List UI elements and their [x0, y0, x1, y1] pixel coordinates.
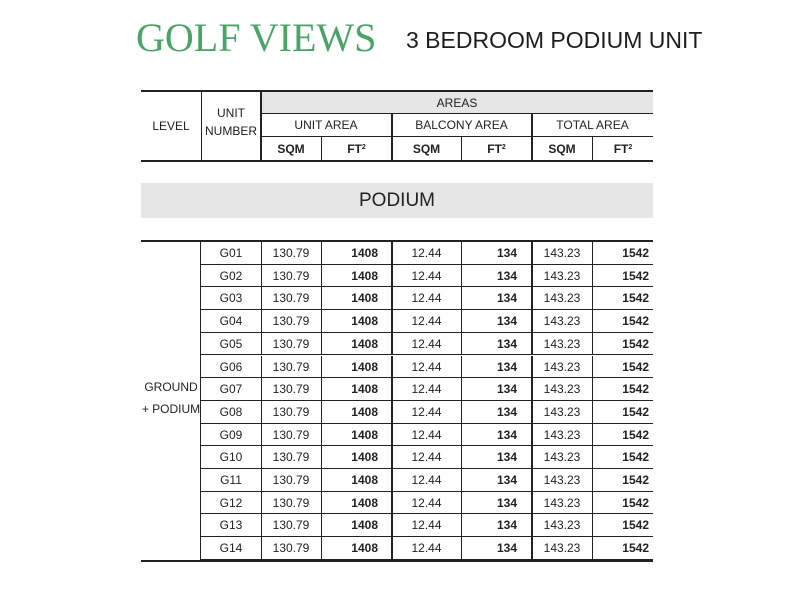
- table-row: [201, 356, 653, 379]
- table-row: [201, 310, 653, 333]
- table-row: [201, 446, 653, 469]
- unit-sqm-cell: 130.79: [272, 541, 310, 556]
- balcony-sqm-cell: 12.44: [411, 291, 442, 306]
- unit-number-cell: G05: [219, 336, 243, 351]
- total-ft-cell: 1542: [622, 473, 649, 487]
- total-ft-cell: 1542: [622, 268, 649, 283]
- balcony-sqm-cell: 12.44: [411, 336, 442, 351]
- level-header: LEVEL: [152, 119, 190, 133]
- balcony-ft-cell: 134: [496, 473, 517, 487]
- table-row: [201, 514, 653, 537]
- balcony-sqm-cell: 12.44: [411, 450, 442, 465]
- total-sqm-cell: 143.23: [543, 246, 581, 260]
- total-sqm-cell: 143.23: [543, 404, 581, 419]
- unit-sqm-cell: 130.79: [272, 291, 310, 306]
- unit-sqm-cell: 130.79: [272, 314, 310, 329]
- total-ft-cell: 1542: [622, 541, 649, 556]
- table-row: [201, 265, 653, 288]
- unit-ft-cell: 1408: [351, 336, 378, 351]
- table-row: [201, 469, 653, 492]
- unit-ft-header: FT $^2$: [347, 141, 366, 156]
- balcony-ft-cell: 134: [496, 404, 517, 419]
- unit-ft-cell: 1408: [351, 427, 378, 442]
- unit-sqm-cell: 130.79: [272, 473, 310, 487]
- unit-number-cell: G06: [219, 359, 243, 374]
- unit-ft-cell: 1408: [351, 473, 378, 487]
- unit-area-header: UNIT AREA: [294, 118, 358, 132]
- unit-sqm-cell: 130.79: [272, 495, 310, 510]
- unit-number-cell: G03: [219, 291, 243, 306]
- balcony-ft-cell: 134: [496, 246, 517, 260]
- unit-ft-cell: 1408: [351, 518, 378, 533]
- total-ft-cell: 1542: [622, 314, 649, 329]
- unit-sqm-cell: 130.79: [272, 518, 310, 533]
- unit-ft-cell: 1408: [351, 382, 378, 397]
- total-ft-cell: 1542: [622, 291, 649, 306]
- total-sqm-cell: 143.23: [543, 495, 581, 510]
- table-row: [201, 378, 653, 401]
- unit-sqm-cell: 130.79: [272, 427, 310, 442]
- unit-ft-cell: 1408: [351, 495, 378, 510]
- total-sqm-header: SQM: [548, 141, 576, 156]
- document-title: 3 BEDROOM PODIUM UNIT: [406, 27, 703, 53]
- balcony-sqm-cell: 12.44: [411, 473, 442, 487]
- unit-number-cell: G04: [219, 314, 243, 329]
- total-ft-cell: 1542: [622, 450, 649, 465]
- total-ft-cell: 1542: [622, 382, 649, 397]
- balcony-sqm-cell: 12.44: [411, 427, 442, 442]
- unit-number-header-line1: UNIT: [217, 106, 245, 120]
- unit-sqm-cell: 130.79: [272, 382, 310, 397]
- balcony-sqm-cell: 12.44: [411, 382, 442, 397]
- balcony-ft-cell: 134: [496, 291, 517, 306]
- balcony-ft-cell: 134: [496, 450, 517, 465]
- total-sqm-cell: 143.23: [543, 382, 581, 397]
- unit-number-cell: G01: [219, 246, 243, 260]
- unit-number-cell: G10: [219, 450, 243, 465]
- unit-ft-cell: 1408: [351, 359, 378, 374]
- balcony-sqm-cell: 12.44: [411, 359, 442, 374]
- table-row: [201, 242, 653, 265]
- total-sqm-cell: 143.23: [543, 314, 581, 329]
- table-row: [201, 401, 653, 424]
- balcony-sqm-cell: 12.44: [411, 541, 442, 556]
- table-header: [141, 90, 653, 162]
- unit-sqm-cell: 130.79: [272, 359, 310, 374]
- balcony-area-header: BALCONY AREA: [415, 118, 508, 132]
- total-sqm-cell: 143.23: [543, 518, 581, 533]
- unit-number-cell: G11: [220, 473, 242, 487]
- balcony-sqm-cell: 12.44: [411, 246, 442, 260]
- balcony-ft-header: FT $^2$: [487, 141, 506, 156]
- total-sqm-cell: 143.23: [543, 541, 581, 556]
- areas-header: AREAS: [436, 96, 478, 110]
- total-sqm-cell: 143.23: [543, 291, 581, 306]
- unit-sqm-cell: 130.79: [272, 450, 310, 465]
- total-ft-cell: 1542: [622, 359, 649, 374]
- balcony-ft-cell: 134: [496, 382, 517, 397]
- unit-number-cell: G08: [219, 404, 243, 419]
- total-sqm-cell: 143.23: [543, 473, 581, 487]
- total-area-header: TOTAL AREA: [556, 118, 629, 132]
- unit-ft-cell: 1408: [351, 314, 378, 329]
- balcony-sqm-cell: 12.44: [411, 518, 442, 533]
- unit-sqm-cell: 130.79: [272, 336, 310, 351]
- unit-number-cell: G07: [219, 382, 243, 397]
- unit-sqm-cell: 130.79: [272, 268, 310, 283]
- balcony-ft-cell: 134: [496, 541, 517, 556]
- total-sqm-cell: 143.23: [543, 427, 581, 442]
- total-sqm-cell: 143.23: [543, 336, 581, 351]
- balcony-ft-cell: 134: [496, 518, 517, 533]
- unit-number-cell: G09: [219, 427, 243, 442]
- table-row: [201, 287, 653, 310]
- brand-logo-text: GOLF VIEWS: [136, 15, 377, 60]
- unit-number-cell: G13: [219, 518, 243, 533]
- total-ft-cell: 1542: [622, 336, 649, 351]
- balcony-ft-cell: 134: [496, 427, 517, 442]
- balcony-ft-cell: 134: [496, 314, 517, 329]
- balcony-sqm-cell: 12.44: [411, 404, 442, 419]
- balcony-ft-cell: 134: [496, 495, 517, 510]
- level-group-label: [141, 376, 201, 420]
- unit-number-header-line2: NUMBER: [204, 124, 257, 138]
- unit-ft-cell: 1408: [351, 404, 378, 419]
- balcony-ft-cell: 134: [496, 359, 517, 374]
- unit-ft-cell: 1408: [351, 450, 378, 465]
- total-ft-cell: 1542: [622, 427, 649, 442]
- unit-area-table: [141, 240, 653, 558]
- balcony-sqm-cell: 12.44: [411, 314, 442, 329]
- total-ft-cell: 1542: [622, 404, 649, 419]
- unit-sqm-cell: 130.79: [272, 246, 310, 260]
- unit-number-cell: G14: [219, 541, 243, 556]
- level-group-line1: GROUND: [144, 380, 198, 394]
- total-ft-cell: 1542: [622, 495, 649, 510]
- table-row: [201, 492, 653, 515]
- table-row: [201, 333, 653, 356]
- balcony-sqm-cell: 12.44: [411, 495, 442, 510]
- total-sqm-cell: 143.23: [543, 450, 581, 465]
- total-ft-cell: 1542: [622, 518, 649, 533]
- balcony-ft-cell: 134: [496, 268, 517, 283]
- balcony-ft-cell: 134: [496, 336, 517, 351]
- table-row: [201, 424, 653, 447]
- section-band-podium: PODIUM: [141, 183, 653, 218]
- total-sqm-cell: 143.23: [543, 359, 581, 374]
- unit-number-cell: G12: [219, 495, 243, 510]
- unit-ft-cell: 1408: [351, 268, 378, 283]
- total-ft-cell: 1542: [622, 246, 649, 260]
- balcony-sqm-header: SQM: [412, 141, 441, 156]
- unit-ft-cell: 1408: [351, 291, 378, 306]
- unit-ft-cell: 1408: [351, 541, 378, 556]
- unit-number-cell: G02: [219, 268, 243, 283]
- total-ft-header: FT $^2$: [613, 141, 633, 156]
- unit-sqm-header: SQM: [277, 141, 305, 156]
- unit-sqm-cell: 130.79: [272, 404, 310, 419]
- unit-ft-cell: 1408: [351, 246, 378, 260]
- total-sqm-cell: 143.23: [543, 268, 581, 283]
- table-row: [201, 537, 653, 560]
- level-group-line2: + PODIUM: [141, 402, 201, 416]
- balcony-sqm-cell: 12.44: [411, 268, 442, 283]
